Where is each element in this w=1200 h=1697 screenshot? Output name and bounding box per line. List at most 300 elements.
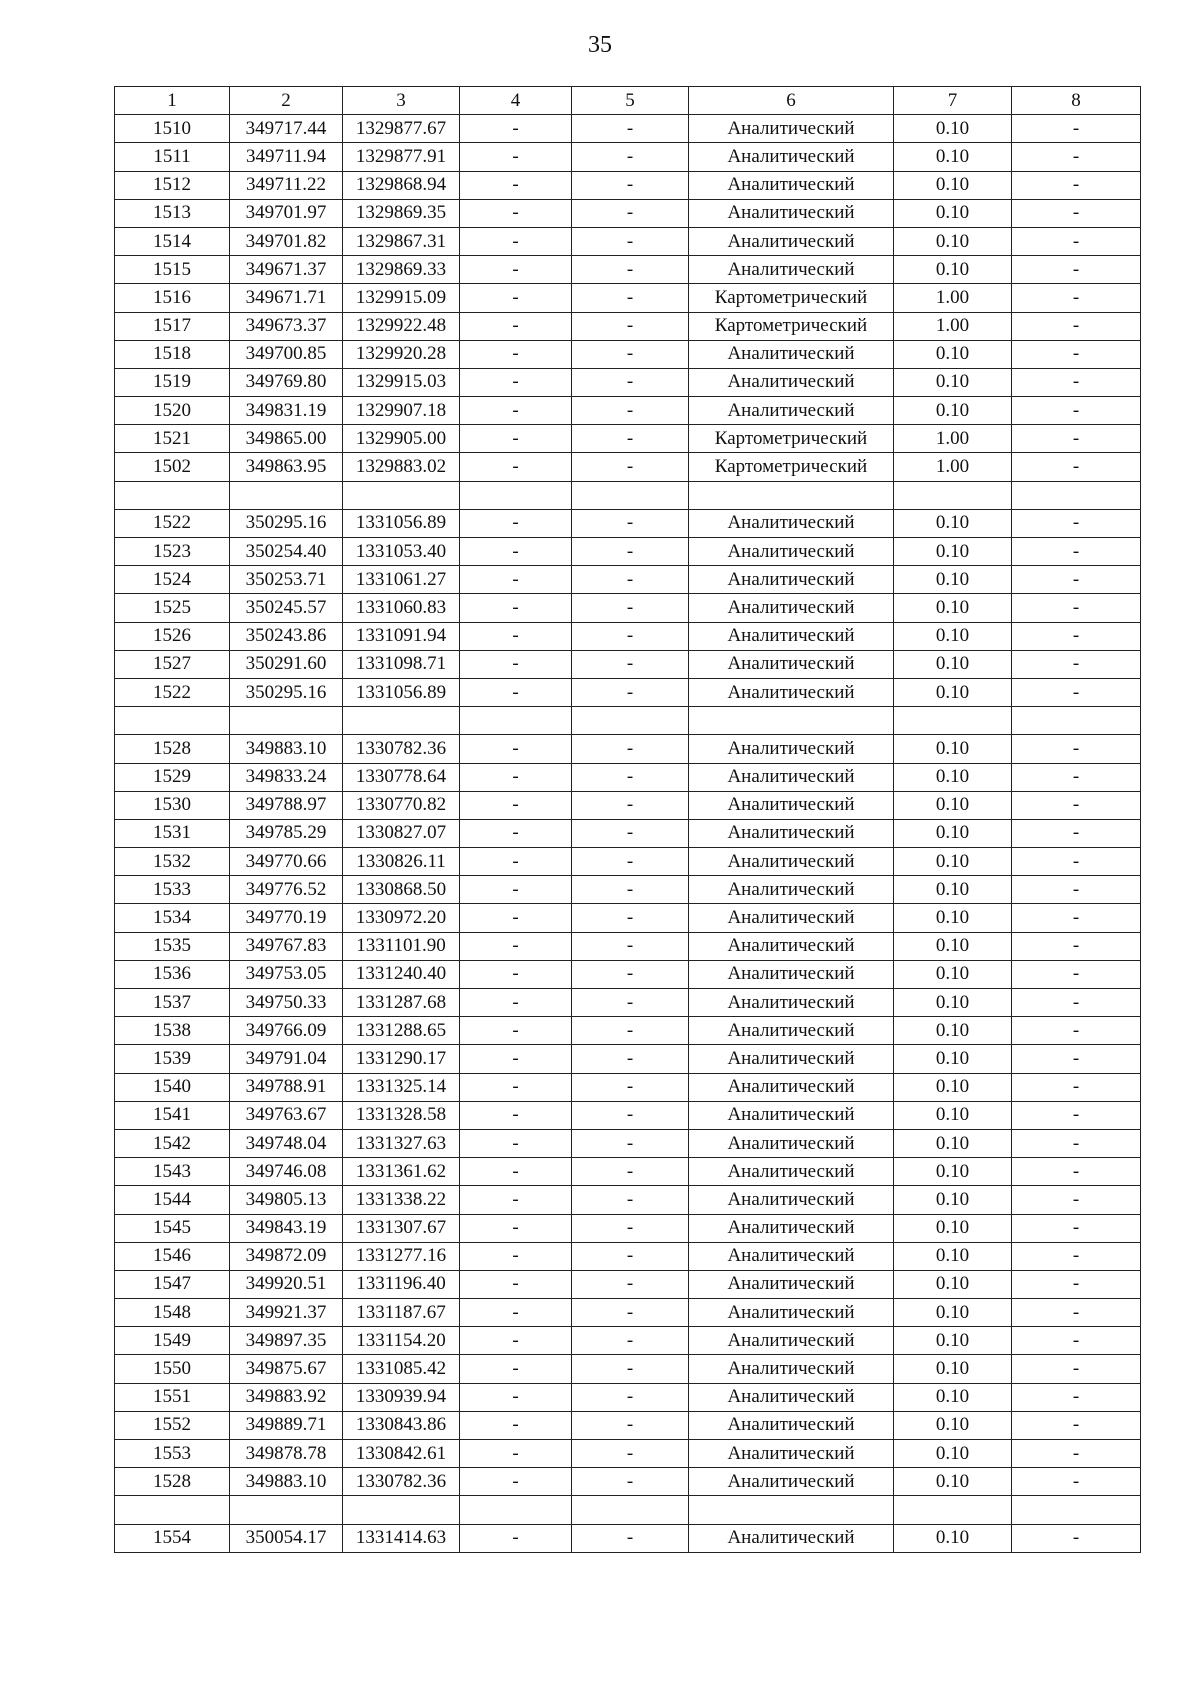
cell-col-8: - bbox=[1012, 1411, 1141, 1439]
cell-accuracy: 0.10 bbox=[894, 538, 1012, 566]
cell-col-8: - bbox=[1012, 904, 1141, 932]
table-row bbox=[115, 622, 1141, 650]
cell-col-8: - bbox=[1012, 1158, 1141, 1186]
table-row bbox=[115, 678, 1141, 706]
coordinates-table bbox=[114, 86, 1141, 1553]
header-row bbox=[115, 87, 1141, 115]
cell-accuracy: 0.10 bbox=[894, 1101, 1012, 1129]
cell-method: Аналитический bbox=[689, 989, 894, 1017]
cell-col-4: - bbox=[460, 1383, 572, 1411]
cell-accuracy: 1.00 bbox=[894, 312, 1012, 340]
cell-col-4: - bbox=[460, 1242, 572, 1270]
cell-point-number: 1534 bbox=[115, 904, 230, 932]
cell-method: Аналитический bbox=[689, 1468, 894, 1496]
cell-method: Аналитический bbox=[689, 960, 894, 988]
cell-accuracy: 0.10 bbox=[894, 1270, 1012, 1298]
cell-col-8: - bbox=[1012, 819, 1141, 847]
cell-point-number: 1539 bbox=[115, 1045, 230, 1073]
cell-method bbox=[689, 481, 894, 509]
cell-x-coordinate: 349717.44 bbox=[230, 115, 343, 143]
cell-col-4: - bbox=[460, 340, 572, 368]
cell-method: Аналитический bbox=[689, 1186, 894, 1214]
cell-accuracy: 0.10 bbox=[894, 171, 1012, 199]
cell-col-5: - bbox=[572, 1383, 689, 1411]
cell-col-5: - bbox=[572, 368, 689, 396]
cell-x-coordinate: 349700.85 bbox=[230, 340, 343, 368]
table-row bbox=[115, 1327, 1141, 1355]
cell-col-4: - bbox=[460, 1158, 572, 1186]
cell-method: Аналитический bbox=[689, 1383, 894, 1411]
column-header-7: 7 bbox=[894, 87, 1012, 115]
cell-point-number: 1553 bbox=[115, 1440, 230, 1468]
cell-col-5: - bbox=[572, 594, 689, 622]
cell-method: Аналитический bbox=[689, 876, 894, 904]
cell-point-number: 1527 bbox=[115, 650, 230, 678]
table-row bbox=[115, 989, 1141, 1017]
cell-x-coordinate: 349753.05 bbox=[230, 960, 343, 988]
cell-col-4 bbox=[460, 481, 572, 509]
cell-point-number bbox=[115, 1496, 230, 1524]
cell-col-8: - bbox=[1012, 1214, 1141, 1242]
cell-col-4: - bbox=[460, 538, 572, 566]
cell-y-coordinate: 1329869.35 bbox=[343, 199, 460, 227]
table-row bbox=[115, 143, 1141, 171]
cell-accuracy: 1.00 bbox=[894, 284, 1012, 312]
cell-col-5: - bbox=[572, 509, 689, 537]
cell-accuracy: 0.10 bbox=[894, 397, 1012, 425]
cell-col-4: - bbox=[460, 763, 572, 791]
cell-y-coordinate bbox=[343, 1496, 460, 1524]
cell-point-number: 1528 bbox=[115, 735, 230, 763]
cell-col-4: - bbox=[460, 1073, 572, 1101]
cell-x-coordinate: 350243.86 bbox=[230, 622, 343, 650]
cell-col-5: - bbox=[572, 763, 689, 791]
cell-col-5: - bbox=[572, 1129, 689, 1157]
cell-col-8: - bbox=[1012, 453, 1141, 481]
cell-x-coordinate: 349883.10 bbox=[230, 1468, 343, 1496]
cell-method: Аналитический bbox=[689, 566, 894, 594]
cell-y-coordinate: 1331154.20 bbox=[343, 1327, 460, 1355]
cell-x-coordinate: 349833.24 bbox=[230, 763, 343, 791]
cell-y-coordinate: 1329867.31 bbox=[343, 227, 460, 255]
cell-col-8: - bbox=[1012, 735, 1141, 763]
cell-col-5: - bbox=[572, 538, 689, 566]
cell-accuracy: 0.10 bbox=[894, 143, 1012, 171]
cell-y-coordinate bbox=[343, 707, 460, 735]
cell-x-coordinate: 349769.80 bbox=[230, 368, 343, 396]
cell-point-number: 1537 bbox=[115, 989, 230, 1017]
cell-col-4: - bbox=[460, 256, 572, 284]
cell-point-number: 1546 bbox=[115, 1242, 230, 1270]
cell-col-4: - bbox=[460, 284, 572, 312]
cell-x-coordinate: 349671.71 bbox=[230, 284, 343, 312]
table-row bbox=[115, 1411, 1141, 1439]
cell-point-number: 1554 bbox=[115, 1524, 230, 1552]
table-row bbox=[115, 819, 1141, 847]
cell-y-coordinate: 1331328.58 bbox=[343, 1101, 460, 1129]
cell-col-5: - bbox=[572, 1270, 689, 1298]
cell-x-coordinate: 349865.00 bbox=[230, 425, 343, 453]
cell-x-coordinate: 349788.91 bbox=[230, 1073, 343, 1101]
cell-accuracy bbox=[894, 707, 1012, 735]
table-row bbox=[115, 1355, 1141, 1383]
table-row bbox=[115, 171, 1141, 199]
cell-y-coordinate: 1331338.22 bbox=[343, 1186, 460, 1214]
cell-col-8: - bbox=[1012, 509, 1141, 537]
table-row bbox=[115, 368, 1141, 396]
cell-col-5 bbox=[572, 1496, 689, 1524]
cell-col-4: - bbox=[460, 368, 572, 396]
cell-method: Аналитический bbox=[689, 1045, 894, 1073]
cell-method: Аналитический bbox=[689, 1411, 894, 1439]
cell-col-4: - bbox=[460, 227, 572, 255]
cell-col-5: - bbox=[572, 1355, 689, 1383]
cell-method: Аналитический bbox=[689, 1214, 894, 1242]
cell-col-4: - bbox=[460, 1214, 572, 1242]
cell-point-number: 1514 bbox=[115, 227, 230, 255]
cell-col-5: - bbox=[572, 1214, 689, 1242]
cell-col-8: - bbox=[1012, 1101, 1141, 1129]
table-row bbox=[115, 791, 1141, 819]
cell-point-number: 1549 bbox=[115, 1327, 230, 1355]
cell-method: Аналитический bbox=[689, 171, 894, 199]
cell-method: Аналитический bbox=[689, 1101, 894, 1129]
cell-col-4: - bbox=[460, 397, 572, 425]
cell-col-4 bbox=[460, 1496, 572, 1524]
cell-point-number: 1532 bbox=[115, 848, 230, 876]
table-row bbox=[115, 1299, 1141, 1327]
table-row bbox=[115, 115, 1141, 143]
cell-col-5: - bbox=[572, 566, 689, 594]
cell-accuracy: 0.10 bbox=[894, 904, 1012, 932]
cell-accuracy: 0.10 bbox=[894, 1073, 1012, 1101]
cell-accuracy: 0.10 bbox=[894, 115, 1012, 143]
cell-x-coordinate: 350295.16 bbox=[230, 509, 343, 537]
cell-x-coordinate: 350054.17 bbox=[230, 1524, 343, 1552]
cell-x-coordinate: 349883.10 bbox=[230, 735, 343, 763]
table-row bbox=[115, 1045, 1141, 1073]
table-row bbox=[115, 763, 1141, 791]
cell-col-5: - bbox=[572, 1327, 689, 1355]
cell-y-coordinate: 1331307.67 bbox=[343, 1214, 460, 1242]
cell-y-coordinate: 1329907.18 bbox=[343, 397, 460, 425]
cell-col-4: - bbox=[460, 1440, 572, 1468]
cell-col-8: - bbox=[1012, 256, 1141, 284]
cell-accuracy bbox=[894, 481, 1012, 509]
cell-point-number: 1518 bbox=[115, 340, 230, 368]
table-row bbox=[115, 509, 1141, 537]
cell-x-coordinate: 350245.57 bbox=[230, 594, 343, 622]
cell-y-coordinate: 1331056.89 bbox=[343, 509, 460, 537]
cell-point-number: 1543 bbox=[115, 1158, 230, 1186]
cell-col-5: - bbox=[572, 1524, 689, 1552]
cell-col-8: - bbox=[1012, 566, 1141, 594]
cell-x-coordinate: 349750.33 bbox=[230, 989, 343, 1017]
cell-method: Аналитический bbox=[689, 594, 894, 622]
cell-col-8: - bbox=[1012, 763, 1141, 791]
cell-col-4: - bbox=[460, 1017, 572, 1045]
cell-accuracy: 0.10 bbox=[894, 678, 1012, 706]
cell-method: Аналитический bbox=[689, 538, 894, 566]
cell-col-5: - bbox=[572, 143, 689, 171]
cell-accuracy: 0.10 bbox=[894, 876, 1012, 904]
cell-method: Аналитический bbox=[689, 650, 894, 678]
cell-y-coordinate: 1330782.36 bbox=[343, 1468, 460, 1496]
cell-accuracy: 0.10 bbox=[894, 1440, 1012, 1468]
cell-accuracy: 0.10 bbox=[894, 622, 1012, 650]
cell-y-coordinate: 1330782.36 bbox=[343, 735, 460, 763]
cell-col-5: - bbox=[572, 932, 689, 960]
cell-point-number bbox=[115, 481, 230, 509]
cell-point-number: 1510 bbox=[115, 115, 230, 143]
table-row bbox=[115, 397, 1141, 425]
cell-col-8: - bbox=[1012, 1524, 1141, 1552]
cell-x-coordinate: 349785.29 bbox=[230, 819, 343, 847]
cell-col-8: - bbox=[1012, 876, 1141, 904]
cell-accuracy bbox=[894, 1496, 1012, 1524]
cell-method: Аналитический bbox=[689, 1299, 894, 1327]
cell-col-4: - bbox=[460, 989, 572, 1017]
table-row bbox=[115, 340, 1141, 368]
cell-col-4: - bbox=[460, 622, 572, 650]
table-row bbox=[115, 932, 1141, 960]
cell-col-5: - bbox=[572, 1101, 689, 1129]
cell-point-number: 1516 bbox=[115, 284, 230, 312]
cell-point-number: 1524 bbox=[115, 566, 230, 594]
cell-col-5: - bbox=[572, 622, 689, 650]
cell-method: Аналитический bbox=[689, 819, 894, 847]
cell-col-8: - bbox=[1012, 171, 1141, 199]
cell-col-4: - bbox=[460, 960, 572, 988]
cell-col-4: - bbox=[460, 1101, 572, 1129]
cell-x-coordinate: 349805.13 bbox=[230, 1186, 343, 1214]
cell-x-coordinate: 350291.60 bbox=[230, 650, 343, 678]
cell-x-coordinate: 349711.22 bbox=[230, 171, 343, 199]
cell-method: Аналитический bbox=[689, 256, 894, 284]
cell-point-number: 1529 bbox=[115, 763, 230, 791]
cell-y-coordinate: 1329920.28 bbox=[343, 340, 460, 368]
cell-accuracy: 0.10 bbox=[894, 340, 1012, 368]
cell-x-coordinate: 349671.37 bbox=[230, 256, 343, 284]
cell-method: Картометрический bbox=[689, 312, 894, 340]
cell-point-number: 1522 bbox=[115, 509, 230, 537]
table-separator-row bbox=[115, 481, 1141, 509]
cell-method: Аналитический bbox=[689, 622, 894, 650]
cell-accuracy: 0.10 bbox=[894, 1214, 1012, 1242]
cell-y-coordinate: 1330826.11 bbox=[343, 848, 460, 876]
cell-method: Аналитический bbox=[689, 199, 894, 227]
cell-x-coordinate: 349791.04 bbox=[230, 1045, 343, 1073]
cell-col-5: - bbox=[572, 312, 689, 340]
cell-point-number: 1521 bbox=[115, 425, 230, 453]
cell-accuracy: 0.10 bbox=[894, 848, 1012, 876]
cell-method: Аналитический bbox=[689, 763, 894, 791]
column-header-1: 1 bbox=[115, 87, 230, 115]
cell-x-coordinate: 349763.67 bbox=[230, 1101, 343, 1129]
table-row bbox=[115, 1186, 1141, 1214]
table-row bbox=[115, 1270, 1141, 1298]
cell-accuracy: 0.10 bbox=[894, 199, 1012, 227]
table-row bbox=[115, 735, 1141, 763]
cell-x-coordinate: 349831.19 bbox=[230, 397, 343, 425]
cell-y-coordinate: 1329915.03 bbox=[343, 368, 460, 396]
cell-col-8: - bbox=[1012, 932, 1141, 960]
cell-col-4: - bbox=[460, 791, 572, 819]
cell-y-coordinate: 1331085.42 bbox=[343, 1355, 460, 1383]
cell-col-8: - bbox=[1012, 115, 1141, 143]
cell-col-8: - bbox=[1012, 594, 1141, 622]
cell-accuracy: 0.10 bbox=[894, 1129, 1012, 1157]
cell-y-coordinate: 1331277.16 bbox=[343, 1242, 460, 1270]
cell-col-8 bbox=[1012, 1496, 1141, 1524]
table-row bbox=[115, 453, 1141, 481]
cell-method: Аналитический bbox=[689, 340, 894, 368]
cell-accuracy: 0.10 bbox=[894, 1158, 1012, 1186]
cell-col-4: - bbox=[460, 453, 572, 481]
cell-point-number: 1511 bbox=[115, 143, 230, 171]
cell-y-coordinate: 1331240.40 bbox=[343, 960, 460, 988]
cell-y-coordinate: 1331061.27 bbox=[343, 566, 460, 594]
cell-method: Аналитический bbox=[689, 368, 894, 396]
cell-x-coordinate bbox=[230, 481, 343, 509]
table-row bbox=[115, 1524, 1141, 1552]
cell-accuracy: 0.10 bbox=[894, 1299, 1012, 1327]
cell-y-coordinate: 1331327.63 bbox=[343, 1129, 460, 1157]
column-header-6: 6 bbox=[689, 87, 894, 115]
cell-y-coordinate: 1331060.83 bbox=[343, 594, 460, 622]
cell-col-8: - bbox=[1012, 1242, 1141, 1270]
cell-x-coordinate: 350253.71 bbox=[230, 566, 343, 594]
cell-col-5: - bbox=[572, 678, 689, 706]
cell-accuracy: 0.10 bbox=[894, 650, 1012, 678]
table-row bbox=[115, 1101, 1141, 1129]
cell-method: Аналитический bbox=[689, 397, 894, 425]
cell-col-5: - bbox=[572, 1186, 689, 1214]
cell-col-5: - bbox=[572, 791, 689, 819]
cell-method: Аналитический bbox=[689, 1327, 894, 1355]
cell-col-5: - bbox=[572, 284, 689, 312]
table-row bbox=[115, 227, 1141, 255]
cell-col-8: - bbox=[1012, 425, 1141, 453]
cell-y-coordinate: 1330778.64 bbox=[343, 763, 460, 791]
cell-point-number: 1525 bbox=[115, 594, 230, 622]
column-header-4: 4 bbox=[460, 87, 572, 115]
cell-method: Аналитический bbox=[689, 848, 894, 876]
cell-x-coordinate: 349767.83 bbox=[230, 932, 343, 960]
cell-col-8: - bbox=[1012, 848, 1141, 876]
cell-col-4: - bbox=[460, 876, 572, 904]
cell-col-5: - bbox=[572, 1299, 689, 1327]
cell-x-coordinate: 349748.04 bbox=[230, 1129, 343, 1157]
cell-col-5: - bbox=[572, 904, 689, 932]
table-row bbox=[115, 312, 1141, 340]
cell-accuracy: 0.10 bbox=[894, 932, 1012, 960]
cell-method: Аналитический bbox=[689, 735, 894, 763]
cell-point-number: 1519 bbox=[115, 368, 230, 396]
table-row bbox=[115, 1129, 1141, 1157]
table-row bbox=[115, 1383, 1141, 1411]
cell-col-8: - bbox=[1012, 1129, 1141, 1157]
cell-point-number: 1513 bbox=[115, 199, 230, 227]
cell-point-number: 1533 bbox=[115, 876, 230, 904]
cell-point-number: 1538 bbox=[115, 1017, 230, 1045]
cell-accuracy: 0.10 bbox=[894, 791, 1012, 819]
cell-col-8: - bbox=[1012, 1440, 1141, 1468]
cell-y-coordinate: 1331091.94 bbox=[343, 622, 460, 650]
cell-col-5: - bbox=[572, 1440, 689, 1468]
cell-col-8: - bbox=[1012, 284, 1141, 312]
cell-accuracy: 0.10 bbox=[894, 1186, 1012, 1214]
cell-accuracy: 0.10 bbox=[894, 1045, 1012, 1073]
cell-y-coordinate: 1331053.40 bbox=[343, 538, 460, 566]
cell-accuracy: 0.10 bbox=[894, 960, 1012, 988]
cell-col-4: - bbox=[460, 115, 572, 143]
cell-col-4: - bbox=[460, 143, 572, 171]
cell-method bbox=[689, 707, 894, 735]
cell-col-4: - bbox=[460, 1411, 572, 1439]
cell-col-8: - bbox=[1012, 678, 1141, 706]
cell-point-number: 1520 bbox=[115, 397, 230, 425]
cell-col-8 bbox=[1012, 707, 1141, 735]
cell-col-8: - bbox=[1012, 143, 1141, 171]
cell-x-coordinate: 350295.16 bbox=[230, 678, 343, 706]
cell-col-4: - bbox=[460, 1186, 572, 1214]
cell-point-number: 1545 bbox=[115, 1214, 230, 1242]
cell-method: Аналитический bbox=[689, 1017, 894, 1045]
cell-y-coordinate: 1331098.71 bbox=[343, 650, 460, 678]
cell-y-coordinate: 1331287.68 bbox=[343, 989, 460, 1017]
cell-accuracy: 0.10 bbox=[894, 1383, 1012, 1411]
cell-point-number: 1552 bbox=[115, 1411, 230, 1439]
cell-col-5: - bbox=[572, 1468, 689, 1496]
cell-col-8: - bbox=[1012, 1045, 1141, 1073]
cell-x-coordinate: 349770.66 bbox=[230, 848, 343, 876]
table-row bbox=[115, 848, 1141, 876]
cell-col-8: - bbox=[1012, 960, 1141, 988]
cell-col-5 bbox=[572, 707, 689, 735]
cell-x-coordinate bbox=[230, 1496, 343, 1524]
cell-col-5: - bbox=[572, 848, 689, 876]
table-row bbox=[115, 650, 1141, 678]
cell-x-coordinate: 349701.82 bbox=[230, 227, 343, 255]
cell-col-8: - bbox=[1012, 340, 1141, 368]
cell-col-8: - bbox=[1012, 1299, 1141, 1327]
cell-method: Картометрический bbox=[689, 284, 894, 312]
cell-col-5: - bbox=[572, 256, 689, 284]
cell-y-coordinate: 1330972.20 bbox=[343, 904, 460, 932]
table-row bbox=[115, 594, 1141, 622]
cell-col-4: - bbox=[460, 1270, 572, 1298]
cell-y-coordinate: 1330939.94 bbox=[343, 1383, 460, 1411]
cell-col-4: - bbox=[460, 199, 572, 227]
cell-accuracy: 0.10 bbox=[894, 1468, 1012, 1496]
cell-point-number: 1550 bbox=[115, 1355, 230, 1383]
table-separator-row bbox=[115, 1496, 1141, 1524]
cell-point-number: 1540 bbox=[115, 1073, 230, 1101]
cell-y-coordinate: 1330843.86 bbox=[343, 1411, 460, 1439]
cell-point-number: 1526 bbox=[115, 622, 230, 650]
cell-col-4: - bbox=[460, 932, 572, 960]
cell-col-4: - bbox=[460, 566, 572, 594]
cell-col-5: - bbox=[572, 453, 689, 481]
table-row bbox=[115, 199, 1141, 227]
cell-x-coordinate: 349711.94 bbox=[230, 143, 343, 171]
cell-accuracy: 0.10 bbox=[894, 819, 1012, 847]
cell-x-coordinate: 349788.97 bbox=[230, 791, 343, 819]
cell-x-coordinate: 349701.97 bbox=[230, 199, 343, 227]
table-body bbox=[115, 115, 1141, 1553]
cell-col-5: - bbox=[572, 1242, 689, 1270]
